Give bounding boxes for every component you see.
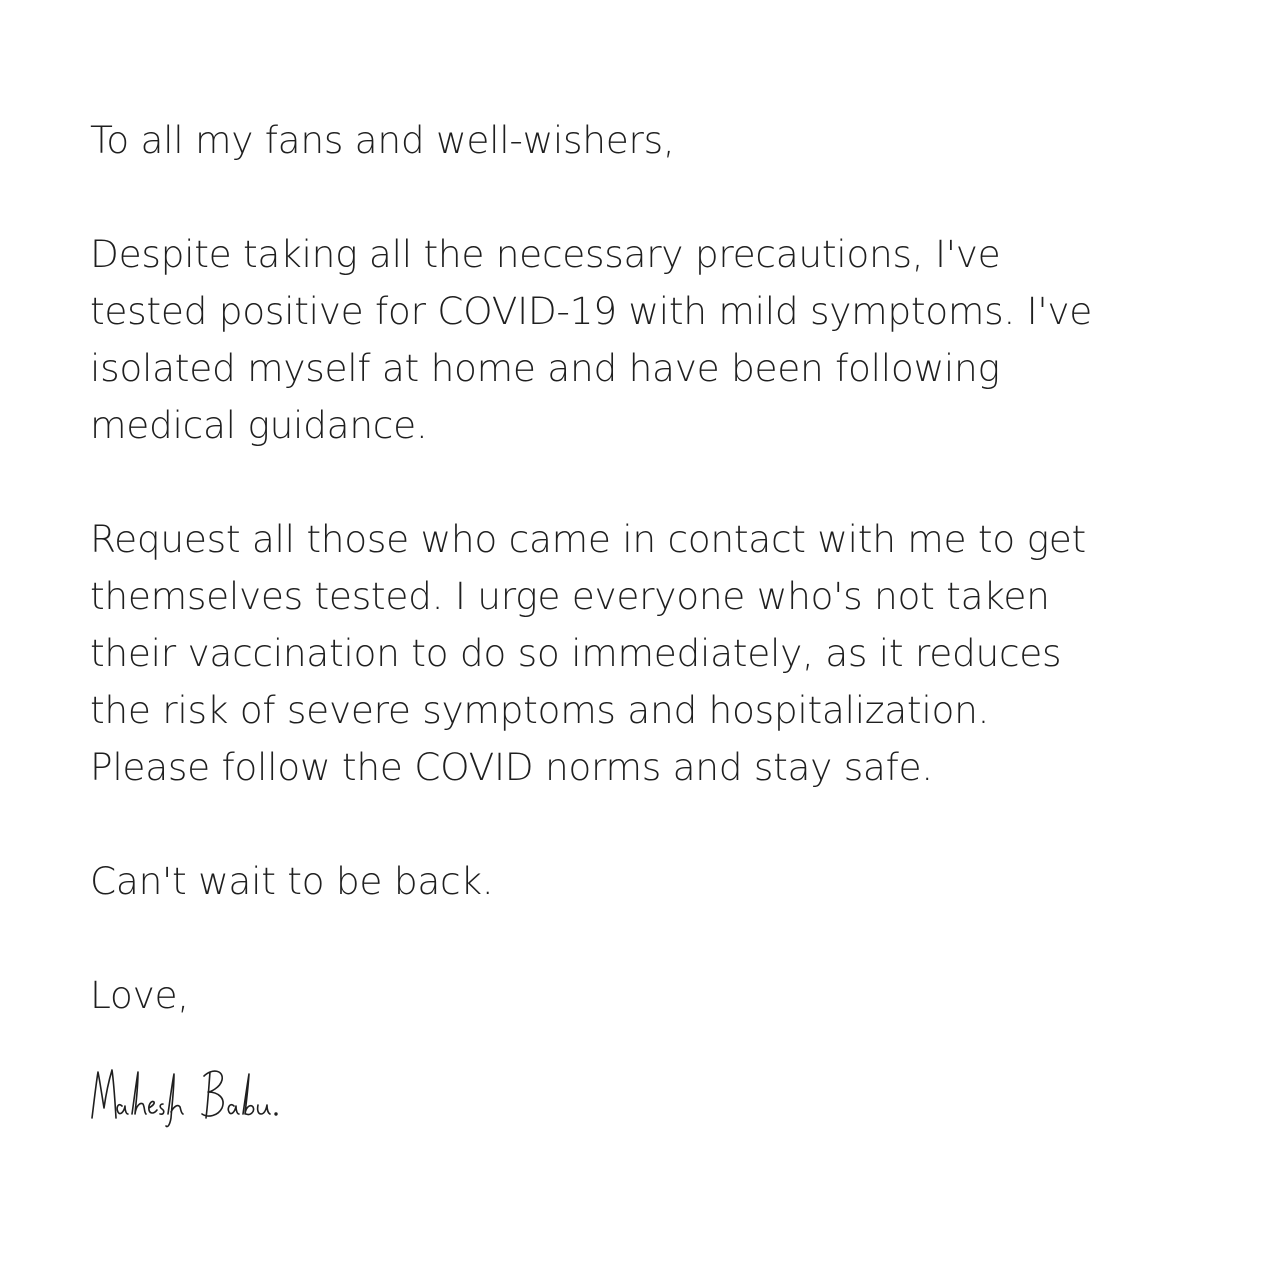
paragraph-2-line: the risk of severe symptoms and hospitalization. — [90, 688, 990, 732]
paragraph-gap — [90, 454, 1210, 511]
letter-body — [90, 112, 1210, 1024]
paragraph-2-line: Request all those who came in contact with me to get — [90, 517, 1086, 561]
paragraph-1-line: Despite taking all the necessary precautions, I've — [90, 232, 1001, 276]
paragraph-gap — [90, 910, 1210, 967]
paragraph-1-line: tested positive for COVID-19 with mild symptoms. I've — [90, 289, 1093, 333]
paragraph-2-line: themselves tested. I urge everyone who's not taken — [90, 574, 1050, 618]
handwritten-signature — [88, 1062, 328, 1132]
paragraph-gap — [90, 169, 1210, 226]
paragraph-2 — [90, 511, 1210, 796]
paragraph-2-line: their vaccination to do so immediately, as it reduces — [90, 631, 1062, 675]
closing-line: Can't wait to be back. — [90, 859, 494, 903]
paragraph-1-line: medical guidance. — [90, 403, 428, 447]
paragraph-1 — [90, 226, 1210, 454]
salutation: To all my fans and well-wishers, — [90, 118, 675, 162]
paragraph-2-line: Please follow the COVID norms and stay safe. — [90, 745, 933, 789]
signoff: Love, — [90, 973, 189, 1017]
paragraph-1-line: isolated myself at home and have been following — [90, 346, 1000, 390]
paragraph-gap — [90, 796, 1210, 853]
